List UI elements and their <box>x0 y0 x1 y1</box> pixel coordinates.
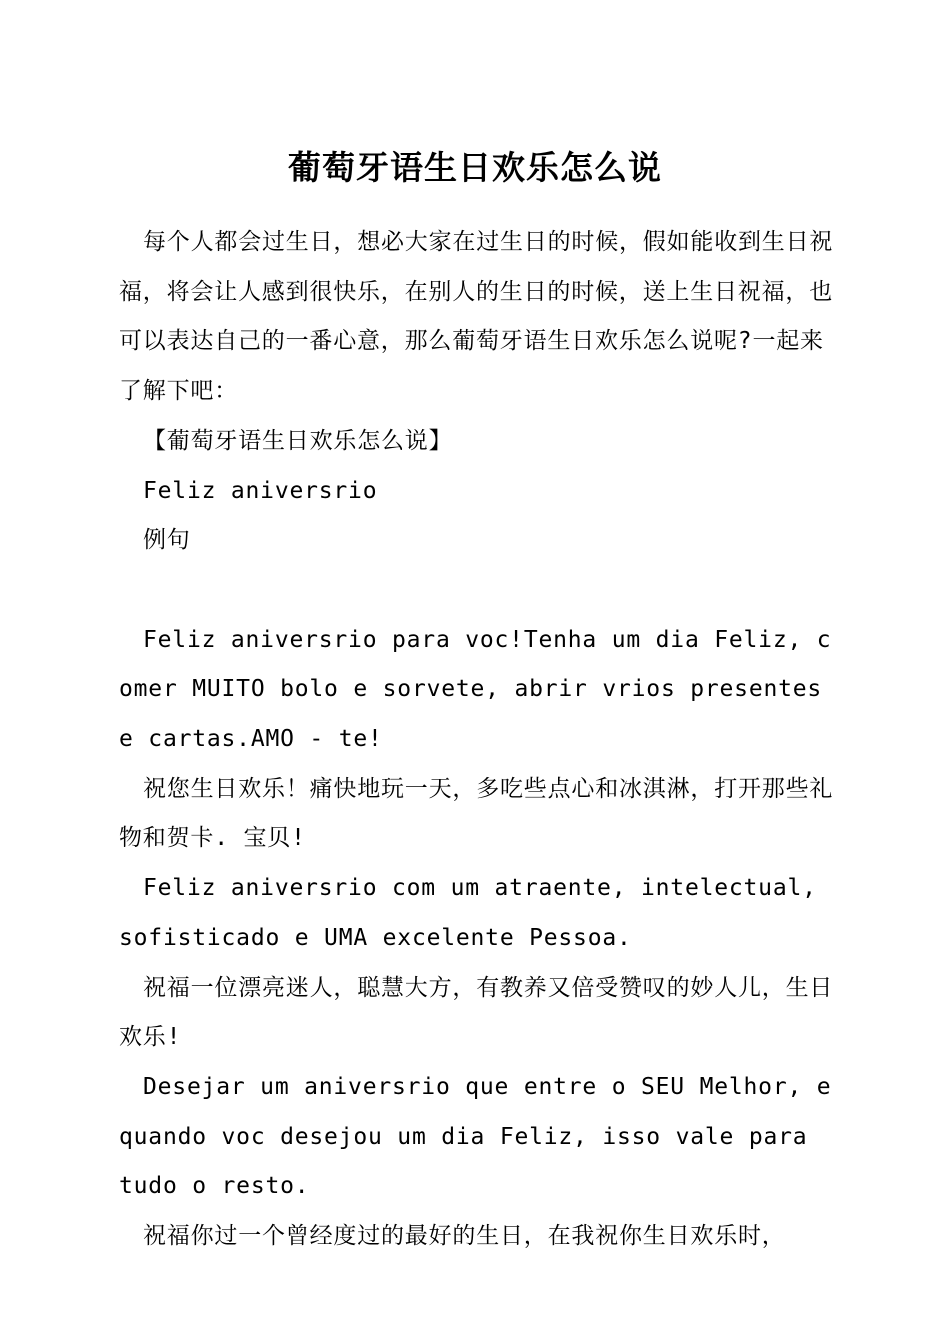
blank-line <box>119 566 835 616</box>
example-chinese-3: 祝福你过一个曾经度过的最好的生日，在我祝你生日欢乐时， <box>143 1223 786 1250</box>
example-portuguese-1: Feliz aniversrio para voc!Tenha um dia Feliz, comer MUITO bolo e sorvete, abrir vrios presentes e cartas.AMO - te! <box>119 626 832 753</box>
example-portuguese-3: Desejar um aniversrio que entre o SEU Melhor, e quando voc desejou um dia Feliz, isso vale para tudo o resto. <box>119 1073 832 1200</box>
document-body <box>119 218 835 1262</box>
intro-paragraph: 每个人都会过生日，想必大家在过生日的时候，假如能收到生日祝福，将会让人感到很快乐，在别人的生日的时候，送上生日祝福，也可以表达自己的一番心意，那么葡萄牙语生日欢乐怎么说呢?一起来了解下吧： <box>119 229 834 405</box>
document-title: 葡萄牙语生日欢乐怎么说 <box>288 148 662 187</box>
example-portuguese-2: Feliz aniversrio com um atraente, intelectual, sofisticado e UMA excelente Pessoa. <box>119 875 817 951</box>
example-chinese-2: 祝福一位漂亮迷人，聪慧大方，有教养又倍受赞叹的妙人儿，生日欢乐! <box>119 974 834 1051</box>
section-heading: 【葡萄牙语生日欢乐怎么说】 <box>143 427 453 454</box>
example-label: 例句 <box>143 527 191 554</box>
phrase-paragraph: Feliz aniversrio <box>143 477 378 504</box>
example-chinese-1: 祝您生日欢乐！痛快地玩一天，多吃些点心和冰淇淋，打开那些礼物和贺卡. 宝贝! <box>119 775 834 852</box>
